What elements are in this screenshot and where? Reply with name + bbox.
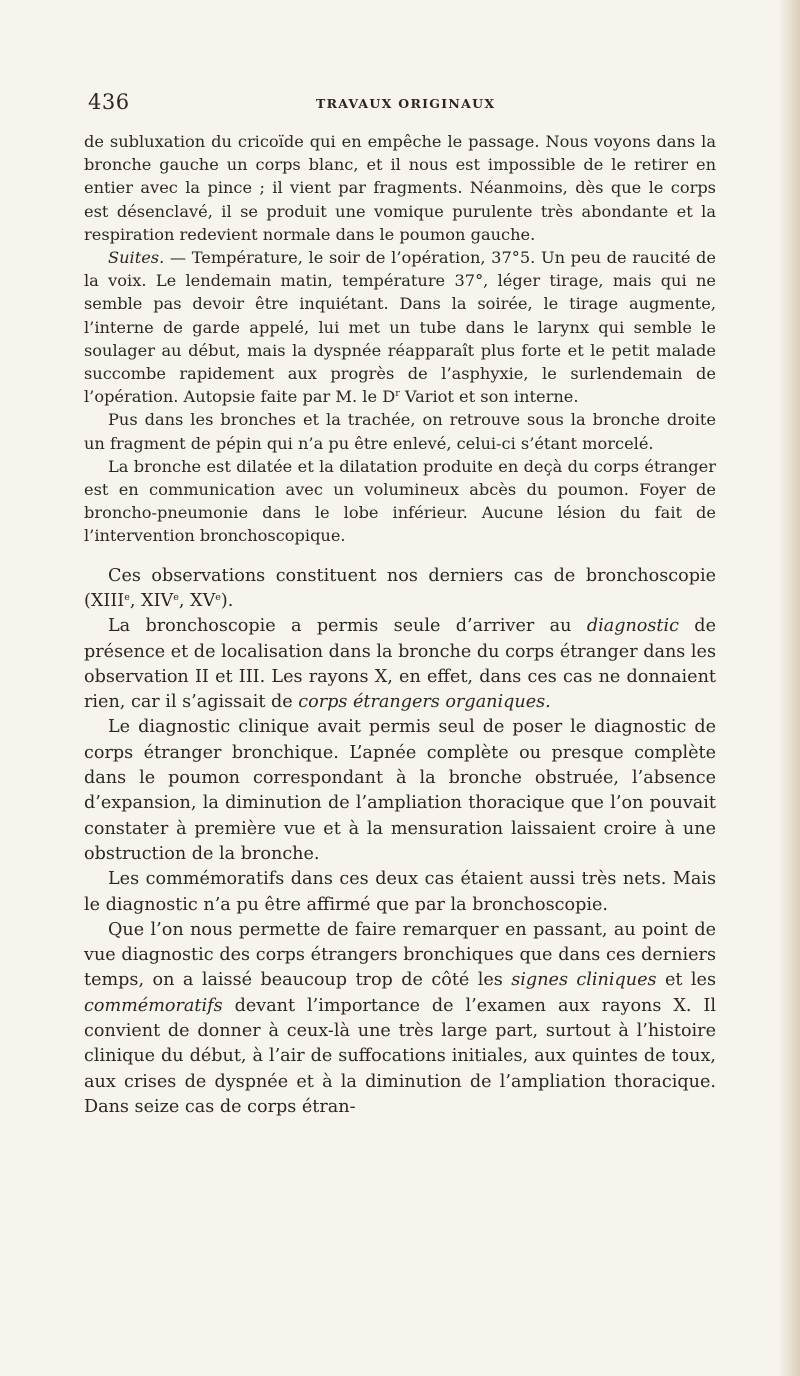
page-number: 436 <box>88 90 130 114</box>
paragraph: La bronchoscopie a permis seule d’arriver au diagnostic de présence et de localisation dans la bronche du corps étranger dans les observation II et III. Les rayons X, en effet, dans ces cas ne donnaient rien, car il s’agissait de corps étrangers organiques. <box>84 616 716 713</box>
section-lead: Suites. <box>108 248 165 268</box>
paragraph: La bronche est dilatée et la dilatation produite en deçà du corps étranger est en communication avec un volumineux abcès du poumon. Foyer de broncho-pneumonie dans le lobe inférieur. Aucune lésion du fait de l’intervention bronchoscopique. <box>84 456 716 546</box>
paragraph: de subluxation du cricoïde qui en empêche le passage. Nous voyons dans la bronche gauche un corps blanc, et il nous est impossible de le retirer en entier avec la pince ; il vient par fragments. Néanmoins, dès que le corps est désenclavé, il se produit une vomique purulente très abondante et la respiration redevient normale dans le poumon gauche. <box>84 132 716 244</box>
paragraph-suites: Suites. — Température, le soir de l’opération, 37°5. Un peu de raucité de la voix. Le lendemain matin, température 37°, léger tirage, mais qui ne semble pas devoir être inquiétant. Dans la soirée, le tirage augmente, l’interne de garde appelé, lui met un tube dans le larynx qui semble le soulager au début, mais la dyspnée réapparaît plus forte et le petit malade succombe rapidement aux progrès de l’asphyxie, le surlendemain de l’opération. Autopsie faite par M. le $D^r$ Variot et son interne. <box>84 248 716 407</box>
page-header <box>88 90 716 116</box>
paragraph: Pus dans les bronches et la trachée, on retrouve sous la bronche droite un fragment de pépin qui n’a pu être enlevé, celui-ci s’étant morcelé. <box>84 410 716 453</box>
paragraph: Les commémoratifs dans ces deux cas étaient aussi très nets. Mais le diagnostic n’a pu être affirmé que par la bronchoscopie. <box>84 869 716 915</box>
page-edge-shadow <box>778 0 800 1376</box>
running-head: TRAVAUX ORIGINAUX <box>316 96 496 111</box>
paragraph: Que l’on nous permette de faire remarquer en passant, au point de vue diagnostic des corps étrangers bronchiques que dans ces derniers temps, on a laissé beaucoup trop de côté les signes cliniques et les commémoratifs devant l’importance de l’examen aux rayons X. Il convient de donner à ceux-là une très large part, surtout à l’histoire clinique du début, à l’air de suffocations initiales, aux quintes de toux, aux crises de dyspnée et à la diminution de l’ampliation thoracique. Dans seize cas de corps étran- <box>84 919 716 1117</box>
paragraph: Ces observations constituent nos derniers cas de bronchoscopie (XIIIe, XIVe, XVe). <box>84 565 716 611</box>
paragraph: Le diagnostic clinique avait permis seul de poser le diagnostic de corps étranger bronchique. L’apnée complète ou presque complète dans le poumon correspondant à la bronche obstruée, l’absence d’expansion, la diminution de l’ampliation thoracique que l’on pouvait constater à première vue et à la mensuration laissaient croire à une obstruction de la bronche. <box>84 717 716 864</box>
page-body <box>84 130 716 1120</box>
